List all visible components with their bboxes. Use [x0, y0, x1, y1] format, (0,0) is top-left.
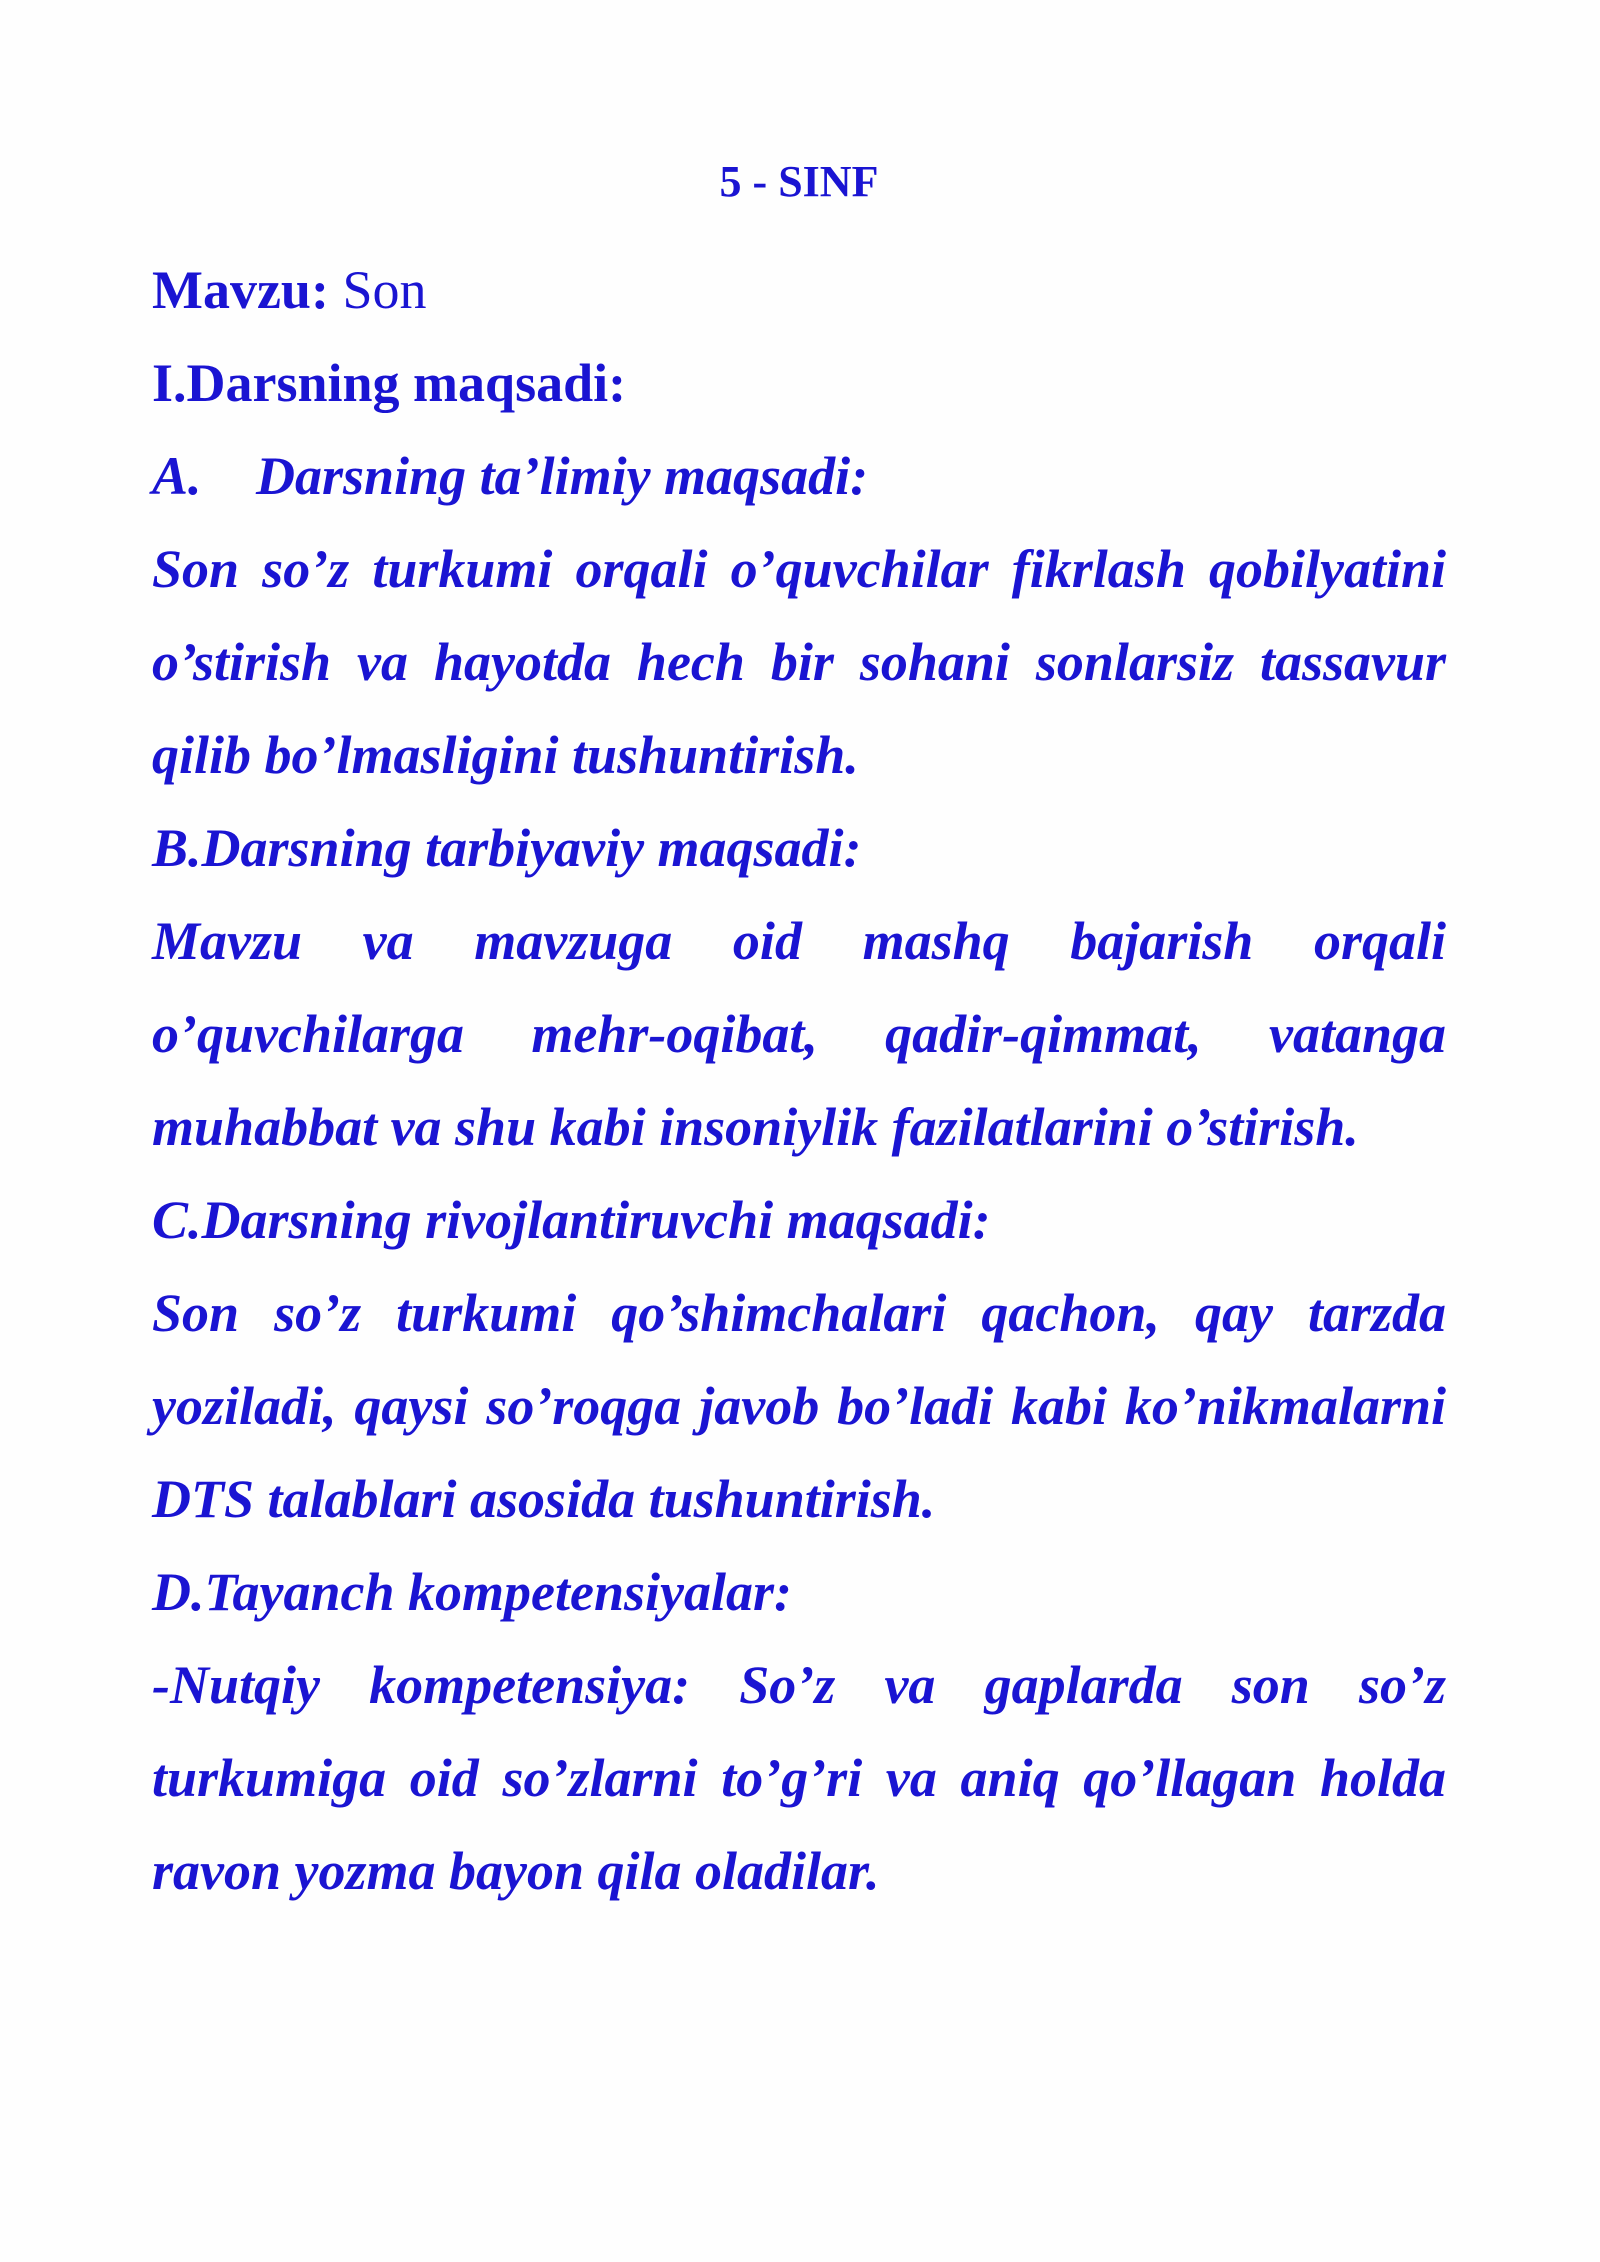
goal-d-title: D.Tayanch kompetensiyalar: [152, 1562, 792, 1622]
goal-b-line: o’quvchilarga mehr-oqibat, qadir-qimmat, vatanga [152, 1004, 1446, 1064]
topic-line [152, 244, 1446, 337]
goal-c-line: Son so’z turkumi qo’shimchalari qachon, qay tarzda [152, 1283, 1446, 1343]
grade-title: 5 - SINF [719, 157, 879, 206]
goal-a-line: o’stirish va hayotda hech bir sohani sonlarsiz tassavur [152, 632, 1446, 692]
goal-d-line: turkumiga oid so’zlarni to’g’ri va aniq qo’llagan holda [152, 1748, 1446, 1808]
document-page [152, 150, 1446, 1918]
goal-c-line: yoziladi, qaysi so’roqga javob bo’ladi kabi ko’nikmalarni [152, 1376, 1446, 1436]
goal-a-heading [152, 430, 1446, 523]
goal-a-letter: A. [152, 446, 202, 506]
goal-b-title: B.Darsning tarbiyaviy maqsadi: [152, 818, 862, 878]
goal-a-line: Son so’z turkumi orqali o’quvchilar fikrlash qobilyatini [152, 539, 1446, 599]
goal-a-line: qilib bo’lmasligini tushuntirish. [152, 725, 859, 785]
topic-value: Son [342, 260, 427, 320]
goal-b-line: Mavzu va mavzuga oid mashq bajarish orqali [152, 911, 1446, 971]
goal-a-title: Darsning ta’limiy maqsadi: [256, 446, 869, 506]
goal-c-title: C.Darsning rivojlantiruvchi maqsadi: [152, 1190, 991, 1250]
topic-label: Mavzu: [152, 260, 329, 320]
goal-d-line: -Nutqiy kompetensiya: So’z va gaplarda son so’z [152, 1655, 1446, 1715]
goal-b-line: muhabbat va shu kabi insoniylik fazilatlarini o’stirish. [152, 1097, 1359, 1157]
section-title: I.Darsning maqsadi: [152, 353, 627, 413]
goal-d-line: ravon yozma bayon qila oladilar. [152, 1841, 880, 1901]
goal-c-line: DTS talablari asosida tushuntirish. [152, 1469, 936, 1529]
